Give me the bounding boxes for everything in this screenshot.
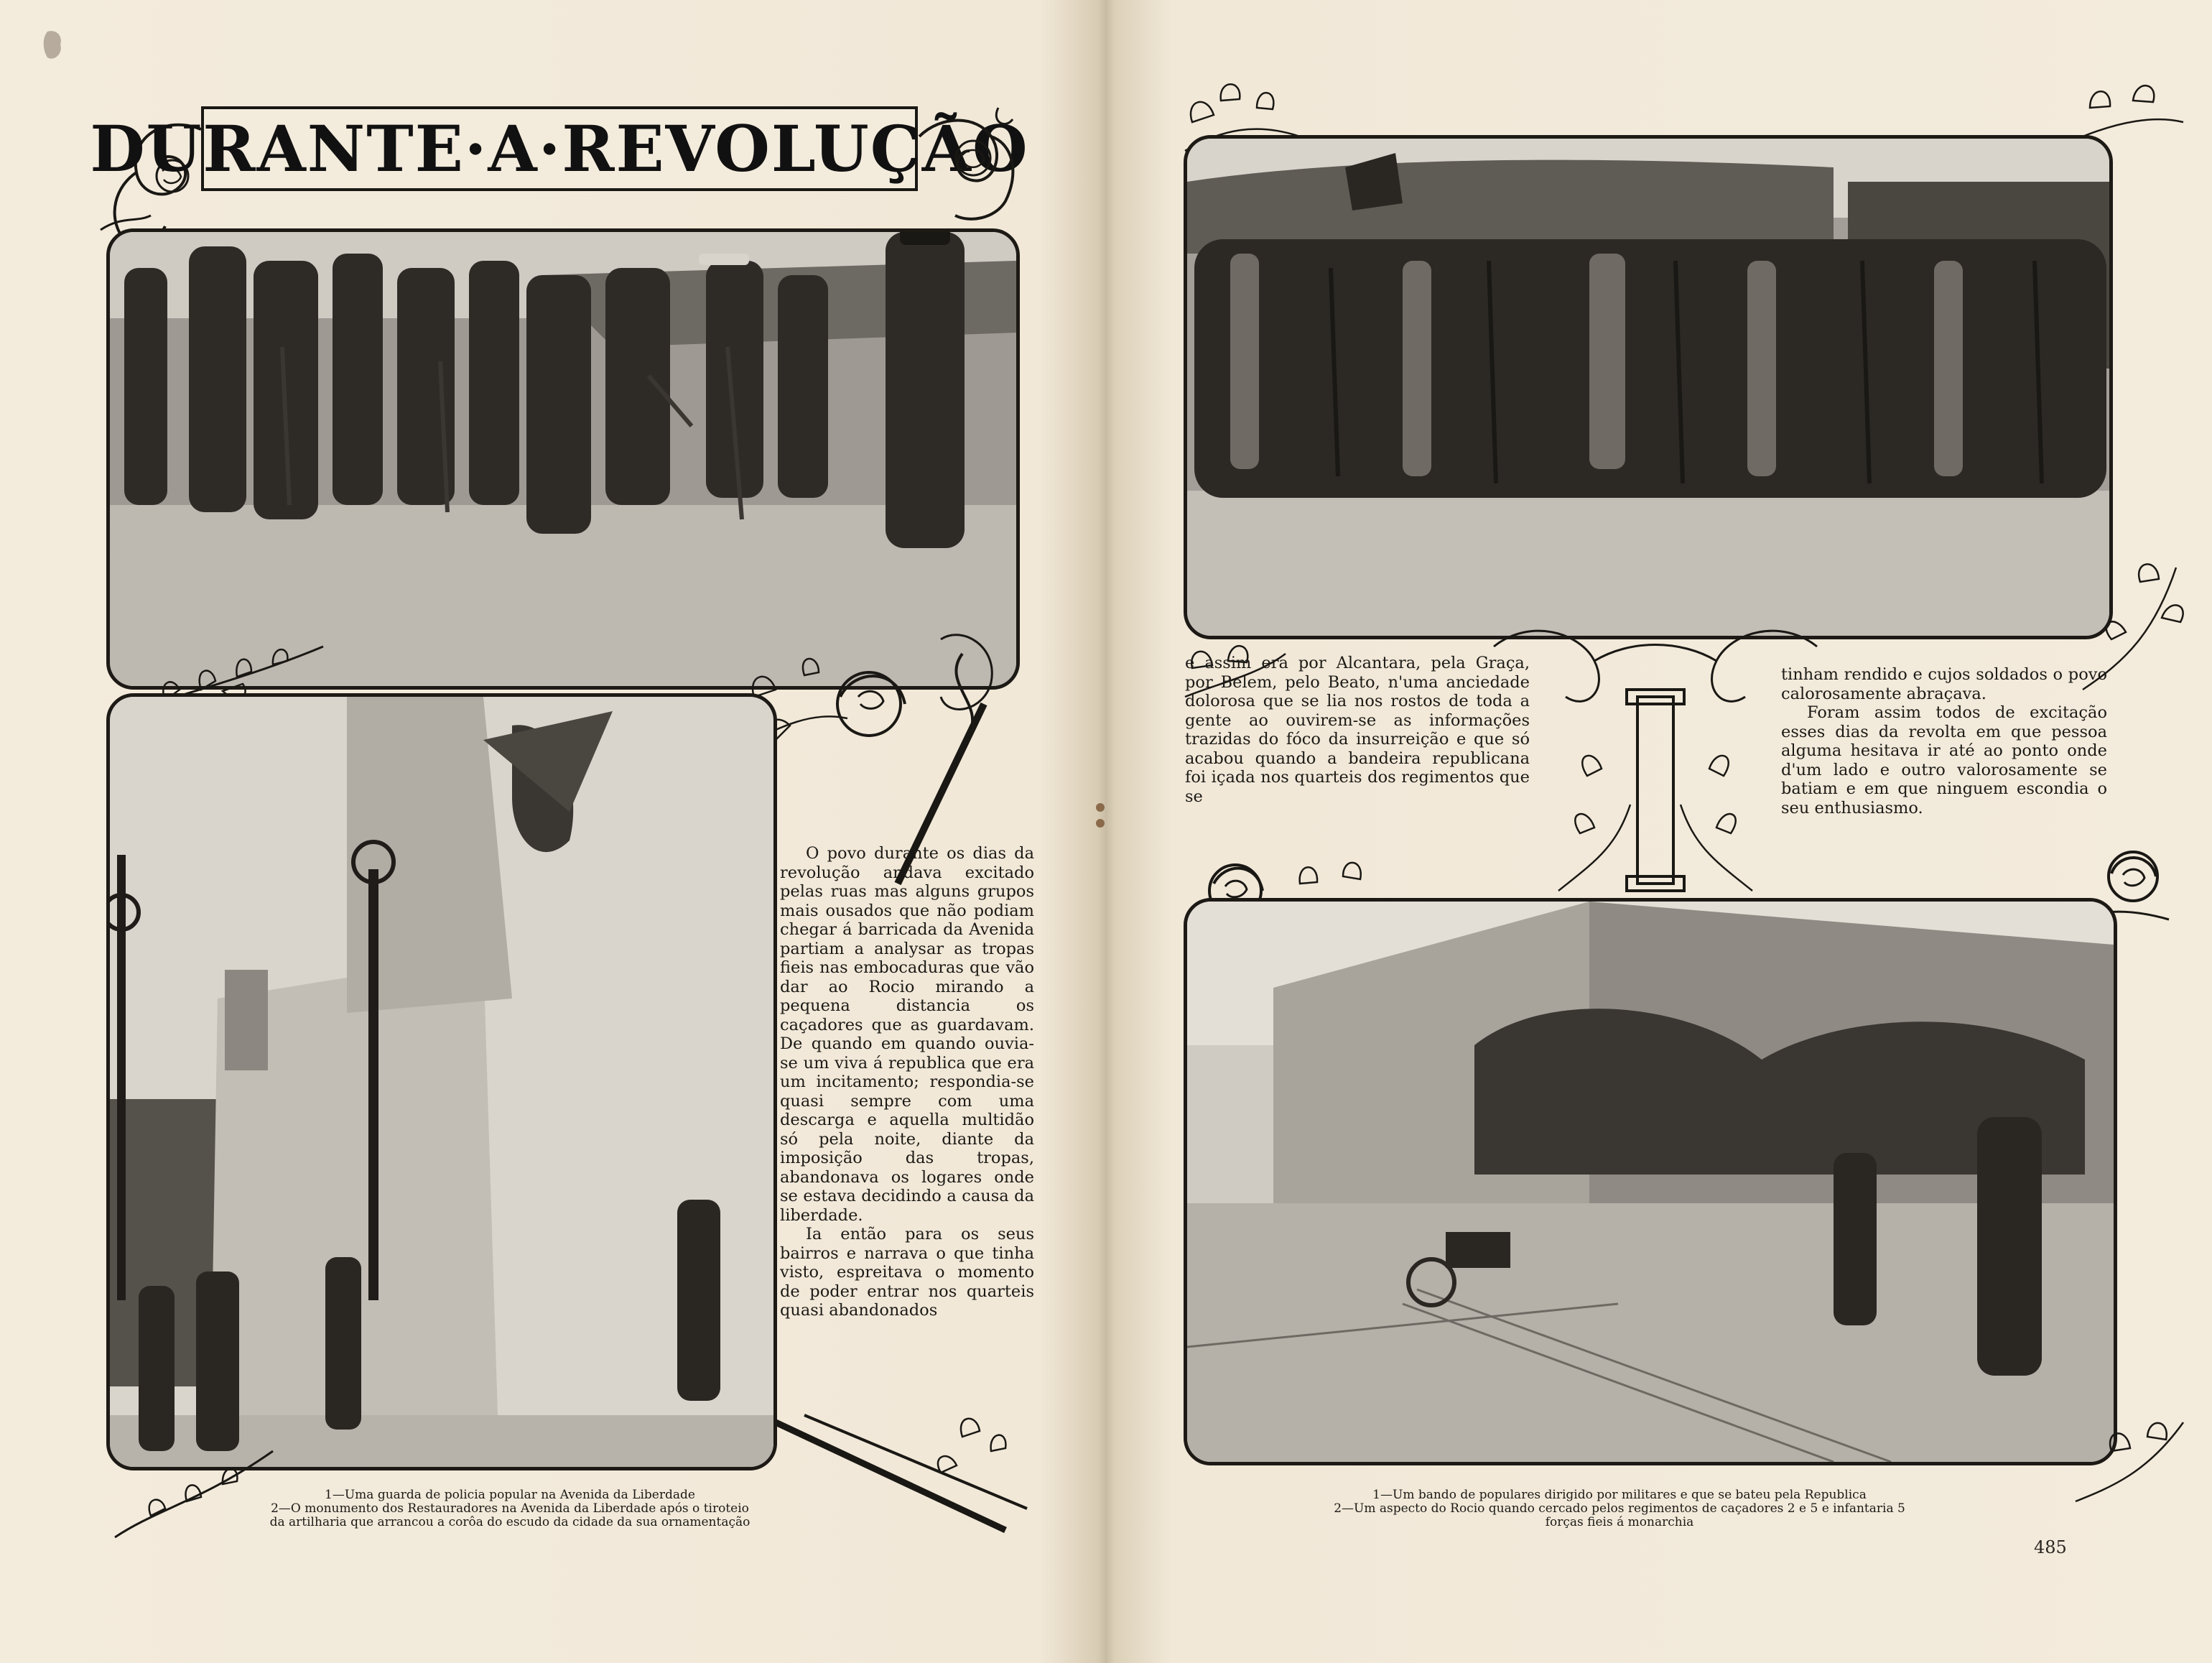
right-page (1113, 0, 2212, 1663)
left-body-text (780, 844, 1034, 1320)
caption-line: 1—Um bando de populares dirigido por militares e que se bateu pela Republica (1372, 1488, 1867, 1502)
body-paragraph: Ia então para os seus bairros e narrava o que tinha visto, espreitava o momento de poder entrar nos quarteis quasi abandonados (780, 1225, 1034, 1320)
photo-rocio (1184, 898, 2117, 1465)
header-ornament-right (912, 93, 1027, 230)
photo-bando-populares (1184, 135, 2113, 639)
right-photo-captions (1242, 1488, 1997, 1529)
page-number: 485 (2034, 1537, 2067, 1557)
bottom-right-leaf-ornament (2068, 1408, 2190, 1516)
right-body-text-b (1781, 665, 2107, 817)
caption-line: da artilharia que arrancou a corôa do escudo da cidade da sua ornamentação (269, 1515, 750, 1529)
caption-line: forças fieis á monarchia (1545, 1515, 1694, 1529)
header-banner (90, 106, 1029, 191)
body-paragraph: Foram assim todos de excitação esses dias da revolta em que pessoa alguma hesitava ir até ao ponto onde d'um lado e outro valorosamente se batiam e em que ninguem escondia o seu enthusiasmo. (1781, 703, 2107, 817)
central-column-ornament (1487, 618, 1824, 905)
body-paragraph: tinham rendido e cujos soldados o povo calorosamente abraçava. (1781, 665, 2107, 703)
right-body-text-a (1185, 654, 1530, 806)
body-paragraph: O povo durante os dias da revolução andava excitado pelas ruas mas alguns grupos mais ousados que não podiam chegar á barricada da Avenida partiam a analysar as tropas fieis nas embocaduras que vão dar ao Rocio mirando a pequena distancia os caçadores que as guardavam. De quando em quando ouvia-se um viva á republica que era um incitamento; respondia-se quasi sempre com uma descarga e aquella multidão só pela noite, diante da imposição das tropas, abandonava os logares onde se estava decidindo a causa da liberdade. (780, 844, 1034, 1225)
caption-line: 2—O monumento dos Restauradores na Avenida da Liberdade após o tiroteio (271, 1501, 749, 1516)
left-photo-captions (187, 1488, 833, 1529)
photo-monumento-restauradores (106, 693, 777, 1470)
body-paragraph: e assim era por Alcantara, pela Graça, por Belem, pelo Beato, n'uma anciedade dolorosa que se lia nos rostos de toda a gente ao ouvirem-se as informações trazidas do fóco da insurreição e que só acabou quando a bandeira republicana foi içada nos quarteis dos regimentos que se (1185, 654, 1530, 806)
photo-guarda-popular (106, 228, 1020, 690)
page-title: DURANTE·A·REVOLUÇÃO (90, 111, 1029, 186)
left-page (0, 0, 1099, 1663)
caption-line: 2—Um aspecto do Rocio quando cercado pelos regimentos de caçadores 2 e 5 e infantaria 5 (1334, 1501, 1905, 1516)
caption-line: 1—Uma guarda de policia popular na Avenida da Liberdade (325, 1488, 695, 1502)
